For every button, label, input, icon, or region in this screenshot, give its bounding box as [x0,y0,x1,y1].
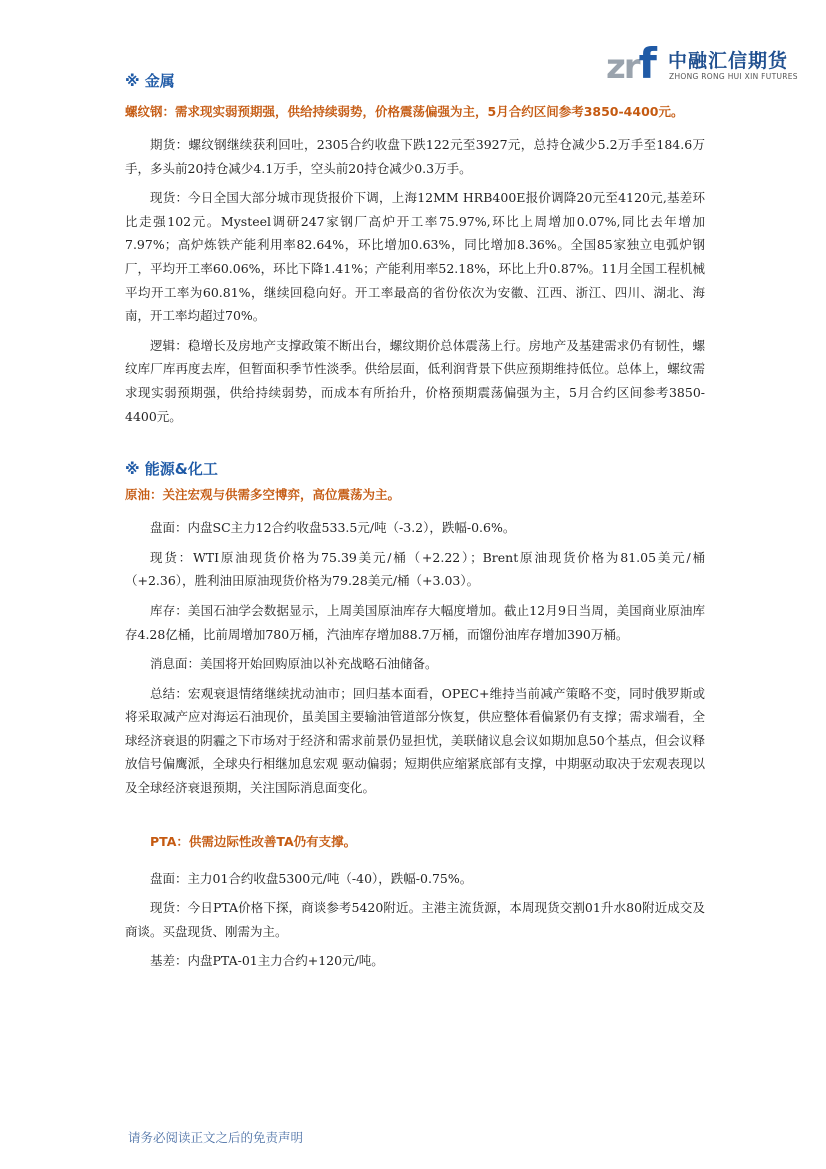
paragraph: 期货：螺纹钢继续获利回吐，2305合约收盘下跌122元至3927元，总持仓减少5.2万手至184.6万手，多头前20持仓减少4.1万手，空头前20持仓减少0.3万手。 [125,137,705,176]
logo-company-name: 中融汇信期货 [668,50,789,72]
paragraph: 库存：美国石油学会数据显示，上周美国原油库存大幅度增加。截止12月9日当周，美国商业原油库存4.28亿桶，比前周增加780万桶，汽油库存增加88.7万桶，而馏份油库存增加390万桶。 [125,602,705,642]
logo-mark-icon: zrf [606,39,655,88]
logo-company-name-en: ZHONG RONG HUI XIN FUTURES [669,72,798,81]
section-headline: 原油：关注宏观与供需多空博弈，高位震荡为主。 [125,487,401,503]
paragraph: 现货：今日PTA价格下探，商谈参考5420附近。主港主流货源，本周现货交割01升水80附近成交及商谈。买盘现货、刚需为主。 [125,900,705,939]
paragraph: 盘面：主力01合约收盘5300元/吨（-40），跌幅-0.75%。 [150,870,473,886]
paragraph: 盘面：内盘SC主力12合约收盘533.5元/吨（-3.2），跌幅-0.6%。 [150,520,516,536]
section-energy-chemicals [125,454,705,800]
section-pta [125,826,705,973]
section-title: ※ 能源&化工 [125,460,218,479]
paragraph: 消息面：美国将开始回购原油以补充战略石油储备。 [150,656,438,672]
section-title: ※ 金属 [125,72,175,90]
section-metals [125,66,705,428]
section-headline: 螺纹钢：需求现实弱预期强，供给持续弱势，价格震荡偏强为主，5月合约区间参考3850-4400元。 [125,104,684,119]
paragraph: 总结：宏观衰退情绪继续扰动油市；回归基本面看，OPEC+维持当前减产策略不变，同时俄罗斯或将采取减产应对海运石油现价，虽美国主要输油管道部分恢复，供应整体看偏紧仍有支撑；需求端看，全球经济衰退的阴霾之下市场对于经济和需求前景仍显担忧，美联储议息会议如期加息50个基点，但会议释放信号偏鹰派，全球央行相继加息宏观 驱动偏弱；短期供应缩紧底部有支撑，中期驱动取决于宏观表现以及全球经济衰退预期，关注国际消息面变化。 [125,685,705,796]
report-body [125,66,705,973]
paragraph: 现货：WTI原油现货价格为75.39美元/桶（+2.22）；Brent原油现货价格为81.05美元/桶（+2.36），胜利油田原油现货价格为79.28美元/桶（+3.03）。 [125,549,705,589]
paragraph: 逻辑：稳增长及房地产支撑政策不断出台，螺纹期价总体震荡上行。房地产及基建需求仍有韧性，螺纹库厂库再度去库，但暂面积季节性淡季。供给层面，低利润背景下供应预期维持低位。总体上，螺纹需求现实弱预期强，供给持续弱势，而成本有所抬升，价格预期震荡偏强为主，5月合约区间参考3850-4400元。 [125,337,705,424]
paragraph: 现货：今日全国大部分城市现货报价下调，上海12MM HRB400E报价调降20元至4120元,基差环比走强102元。Mysteel调研247家钢厂高炉开工率75.97%,环比上周增加0.07%,同比去年增加7.97%；高炉炼铁产能利用率82.64%，环比增加0.63%，同比增加8.36%。全国85家独立电弧炉钢厂，平均开工率60.06%，环比下降1.41%；产能利用率52.18%，环比上升0.87%。11月全国工程机械平均开工率为60.81%，继续回稳向好。开工率最高的省份依次为安徽、江西、浙江、四川、湖北、海南，开工率均超过70%。 [125,190,705,324]
section-headline: PTA：供需边际性改善TA仍有支撑。 [150,833,357,849]
paragraph: 基差：内盘PTA-01主力合约+120元/吨。 [150,953,384,969]
footer-disclaimer: 请务必阅读正文之后的免责声明 [128,1130,304,1145]
